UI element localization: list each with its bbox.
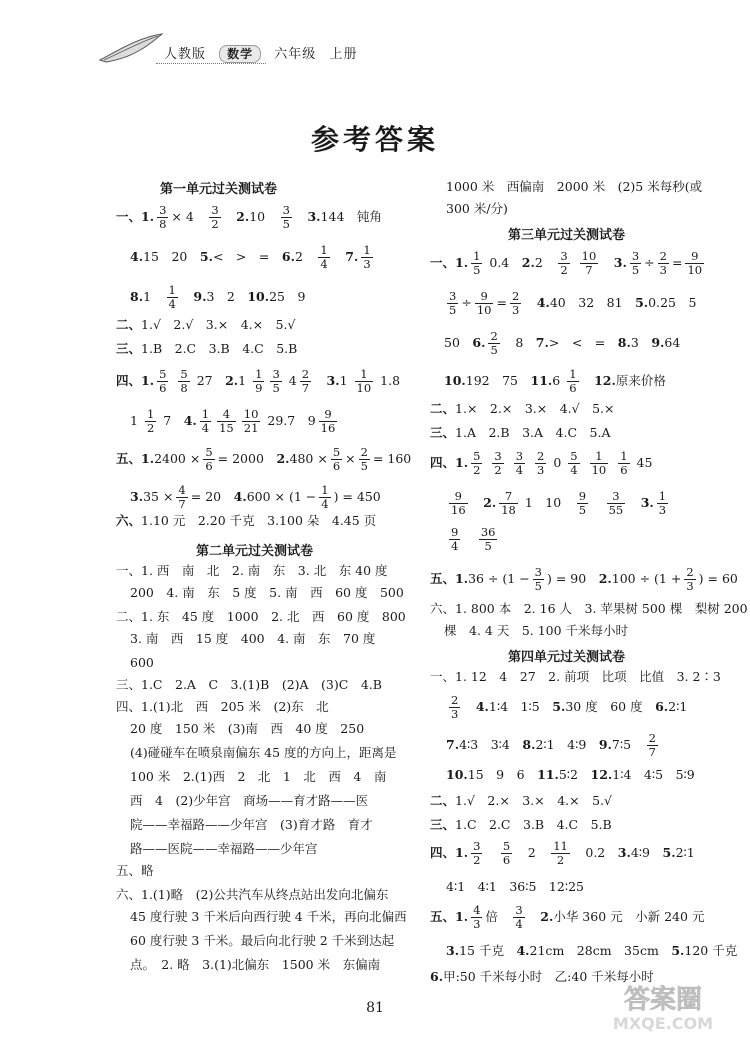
u2-line: 45 度行驶 3 千米后向西行驶 4 千米，再向北偏西 bbox=[130, 909, 407, 924]
u1-row3: 8.1 $\frac{1}{4}$ 9.3 2 10.25 9 bbox=[130, 283, 306, 311]
u4-row7: 四、1. $\frac{3}{2}$ $\frac{5}{6}$ 2 $\frac{11}{2}$ 0.2 3.4∶9 5.2∶1 bbox=[430, 839, 695, 867]
u1-row1: 一、1. $\frac{3}{8}$ × 4 $\frac{3}{2}$ 2.10 $\frac{3}{5}$ 3.144 钝角 bbox=[116, 203, 382, 231]
u2-line: 院——幸福路——少年宫 (3)育才路 育才 bbox=[130, 817, 373, 832]
u2-line: 五、略 bbox=[116, 863, 154, 878]
u3-row5: 二、1.× 2.× 3.× 4.√ 5.× bbox=[430, 401, 615, 416]
u3-row2: $\frac{3}{5}$ ÷ $\frac{9}{10}$ = $\frac{2}{3}$ 4.40 32 81 5.0.25 5 bbox=[449, 289, 697, 317]
u2-line: 3. 南 西 15 度 400 4. 南 东 70 度 bbox=[130, 631, 376, 646]
u4-row4: 10.15 9 6 11.5∶2 12.1∶4 4∶5 5∶9 bbox=[446, 767, 695, 782]
header-term: 上册 bbox=[329, 47, 358, 62]
u1-row10: 六、1.10 元 2.20 千克 3.100 朵 4.45 页 bbox=[116, 513, 377, 528]
u1-row8: 五、1.2400 × $\frac{5}{6}$ = 2000 2.480 × $\frac{5}{6}$ × $\frac{2}{5}$ = 160 bbox=[116, 445, 412, 473]
u3-row12: 棵 4. 4 天 5. 100 千米每小时 bbox=[444, 623, 629, 638]
header-divider bbox=[156, 63, 266, 64]
page-title: 参考答案 bbox=[310, 123, 439, 156]
watermark-logo-icon bbox=[588, 982, 738, 1034]
u1-row9: 3.35 × $\frac{4}{7}$ = 20 4.600 × (1 − $\frac{1}{4}$ ) = 450 bbox=[130, 483, 381, 511]
u2-line: 西 4 (2)少年宫 商场——育才路——医 bbox=[130, 793, 369, 808]
watermark-line2: MXQE.COM bbox=[612, 1014, 714, 1033]
unit4-title: 第四单元过关测试卷 bbox=[508, 650, 626, 665]
u4-row6: 三、1.C 2.C 3.B 4.C 5.B bbox=[430, 817, 612, 832]
u3-row9: $\frac{9}{4}$ $\frac{36}{5}$ bbox=[451, 525, 496, 553]
u3-row7: 四、1. $\frac{5}{2}$ $\frac{3}{2}$ $\frac{3}{4}$ $\frac{2}{3}$ 0 $\frac{5}{4}$ $\frac{1}{10}$ $\frac{1}{6}$ 45 bbox=[430, 449, 653, 477]
u2-line: 路——医院——幸福路——少年宫 bbox=[130, 841, 318, 856]
u1-row2: 4.15 20 5.< > = 6.2 $\frac{1}{4}$ 7. $\frac{1}{3}$ bbox=[130, 243, 371, 271]
unit2-title: 第二单元过关测试卷 bbox=[196, 544, 314, 559]
u1-row5: 三、1.B 2.C 3.B 4.C 5.B bbox=[116, 341, 298, 356]
u3-row1: 一、1. $\frac{1}{5}$ 0.4 2.2 $\frac{3}{2}$ $\frac{10}{7}$ 3. $\frac{3}{5}$ ÷ $\frac{2}{3}$ = $\frac{9}{10}$ bbox=[430, 249, 703, 277]
u4-row10: 3.15 千克 4.21cm 28cm 35cm 5.120 千克 bbox=[446, 943, 738, 958]
u4-row1: 一、1. 12 4 27 2. 前项 比项 比值 3. 2∶3 bbox=[430, 669, 721, 684]
u3-row8: $\frac{9}{16}$ 2. $\frac{7}{18}$ 1 10 $\frac{9}{5}$ $\frac{3}{55}$ 3. $\frac{1}{3}$ bbox=[451, 489, 667, 517]
u1-row4: 二、1.√ 2.√ 3.× 4.× 5.√ bbox=[116, 317, 296, 332]
page-header bbox=[96, 30, 736, 66]
u2-line: 100 米 2.(1)西 2 北 1 北 西 4 南 bbox=[130, 769, 387, 784]
u3-row11: 六、1. 800 本 2. 16 人 3. 苹果树 500 棵 梨树 200 bbox=[430, 601, 748, 616]
header-text bbox=[164, 43, 365, 63]
u2-line: 二、1. 东 45 度 1000 2. 北 西 60 度 800 bbox=[116, 609, 406, 624]
u3-row6: 三、1.A 2.B 3.A 4.C 5.A bbox=[430, 425, 611, 440]
u3-row10: 五、1.36 ÷ (1 − $\frac{3}{5}$ ) = 90 2.100 ÷ (1 + $\frac{2}{3}$ ) = 60 bbox=[430, 565, 738, 593]
u1-row7: 1 $\frac{1}{2}$ 7 4. $\frac{1}{4}$ $\frac{4}{15}$ $\frac{10}{21}$ 29.7 9 $\frac{9}{16}$ bbox=[130, 407, 336, 435]
u2-line: 600 bbox=[130, 655, 154, 670]
u1-row6: 四、1. $\frac{5}{6}$ $\frac{5}{8}$ 27 2.1 $\frac{1}{9}$ $\frac{3}{5}$ 4 $\frac{2}{7}$ 3.1 $\frac{1}{10}$ 1.8 bbox=[116, 367, 401, 395]
u3-row3: 50 6. $\frac{2}{5}$ 8 7.> < = 8.3 9.64 bbox=[444, 329, 681, 357]
u2-line: (4)碰碰车在喷泉南偏东 45 度的方向上，距离是 bbox=[130, 745, 397, 760]
u4-row8: 4∶1 4∶1 36∶5 12∶25 bbox=[446, 879, 584, 894]
rt-line1: 1000 米 西偏南 2000 米 (2)5 米每秒(或 bbox=[446, 179, 703, 194]
u2-line: 20 度 150 米 (3)南 西 40 度 250 bbox=[130, 721, 365, 736]
unit1-title: 第一单元过关测试卷 bbox=[160, 182, 278, 197]
page-number: 81 bbox=[366, 1000, 384, 1016]
u2-line: 一、1. 西 南 北 2. 南 东 3. 北 东 40 度 bbox=[116, 563, 388, 578]
u4-row5: 二、1.√ 2.× 3.× 4.× 5.√ bbox=[430, 793, 612, 808]
u2-line: 三、1.C 2.A C 3.(1)B (2)A (3)C 4.B bbox=[116, 677, 382, 692]
u2-line: 六、1.(1)略 (2)公共汽车从终点站出发向北偏东 bbox=[116, 887, 389, 902]
unit3-title: 第三单元过关测试卷 bbox=[508, 228, 626, 243]
u4-row9: 五、1. $\frac{4}{3}$ 倍 $\frac{3}{4}$ 2.小华 360 元 小新 240 元 bbox=[430, 903, 705, 931]
u4-row3: 7.4∶3 3∶4 8.2∶1 4∶9 9.7∶5 $\frac{2}{7}$ bbox=[446, 731, 656, 759]
u4-row11: 6.甲:50 千米每小时 乙:40 千米每小时 bbox=[430, 969, 654, 984]
header-subject-badge: 数学 bbox=[219, 45, 261, 63]
u2-line: 200 4. 南 东 5 度 5. 南 西 60 度 500 bbox=[130, 585, 404, 600]
watermark-line1: 答案圈 bbox=[623, 985, 703, 1015]
header-grade: 六年级 bbox=[274, 47, 317, 62]
rt-line2: 300 米/分) bbox=[446, 201, 508, 216]
u2-line: 60 度行驶 3 千米。最后向北行驶 2 千米到达起 bbox=[130, 933, 395, 948]
u3-row4: 10.192 75 11.6 $\frac{1}{6}$ 12.原来价格 bbox=[444, 367, 666, 395]
u2-line: 四、1.(1)北 西 205 米 (2)东 北 bbox=[116, 699, 329, 714]
u4-row2: $\frac{2}{3}$ 4.1∶4 1∶5 5.30 度 60 度 6.2∶1 bbox=[451, 693, 688, 721]
header-edition: 人教版 bbox=[164, 47, 207, 62]
leaf-logo-icon bbox=[96, 30, 166, 66]
u2-line: 点。 2. 略 3.(1)北偏东 1500 米 东偏南 bbox=[130, 957, 381, 972]
